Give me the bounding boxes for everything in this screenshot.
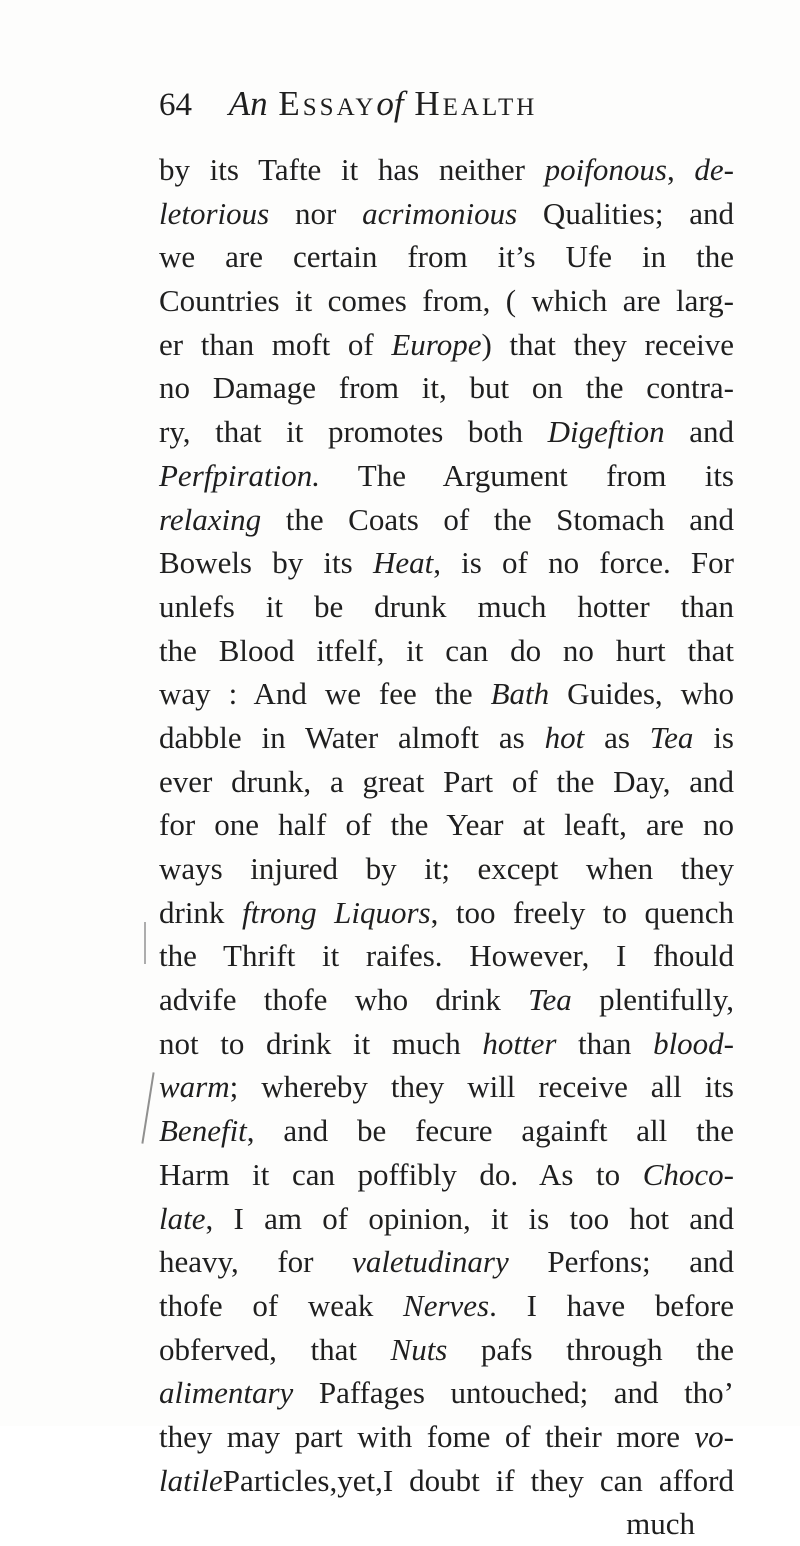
text-line: [159, 1415, 734, 1459]
text-segment: by its Tafte it has neither: [159, 152, 545, 187]
text-segment: , I am of opinion, it is too hot and: [205, 1200, 734, 1236]
italic-text: poifonous: [544, 152, 667, 187]
text-line: [159, 629, 734, 673]
text-line: [159, 847, 734, 891]
italic-text: de-: [694, 152, 734, 187]
text-line: [159, 279, 734, 323]
italic-text: Benefit: [159, 1113, 247, 1149]
italic-text: alimentary: [159, 1375, 294, 1411]
running-title-of: of: [376, 84, 404, 123]
text-segment: , is of no force. For: [433, 545, 734, 581]
text-segment: obferved, that: [159, 1331, 391, 1367]
italic-text: blood-: [653, 1025, 734, 1061]
text-line: [159, 672, 734, 716]
text-line: [159, 148, 734, 192]
text-segment: , and be fecure againft all the: [246, 1113, 734, 1149]
text-segment: drink: [159, 894, 242, 930]
text-segment: Particles,yet,I doubt if they can afford: [222, 1462, 734, 1498]
text-segment: way : And we fee the: [159, 676, 491, 712]
italic-text: Perfpiration.: [159, 457, 321, 493]
italic-text: latile: [159, 1462, 223, 1498]
margin-ink-mark: [144, 922, 146, 964]
text-segment: plentifully,: [571, 982, 734, 1018]
text-line: [159, 235, 734, 279]
text-segment: dabble in Water almoft as: [159, 719, 545, 755]
text-line: [159, 716, 734, 760]
text-line: [159, 410, 734, 454]
text-line: [159, 1328, 734, 1372]
running-header: [159, 84, 719, 134]
text-segment: Guides, who: [549, 676, 735, 712]
italic-text: Nerves: [403, 1287, 490, 1323]
text-line: [159, 323, 734, 367]
text-line: [159, 1371, 734, 1415]
italic-text: acrimonious: [362, 195, 518, 231]
italic-text: Tea: [649, 719, 694, 755]
text-segment: er than moft of: [159, 326, 392, 362]
running-title: [229, 84, 538, 124]
text-line: [159, 978, 734, 1022]
italic-text: relaxing: [159, 501, 262, 537]
italic-text: late: [159, 1200, 206, 1236]
body-text: [159, 148, 734, 1546]
text-segment: Bowels by its: [159, 545, 373, 581]
running-title-essay: Essay: [278, 84, 377, 123]
text-line: [159, 1109, 734, 1153]
italic-text: letorious: [159, 195, 270, 231]
italic-text: ftrong Liquors: [241, 894, 431, 930]
text-line: [159, 1284, 734, 1328]
text-segment: Harm it can poffibly do. As to: [159, 1156, 643, 1192]
italic-text: valetudinary: [352, 1244, 509, 1280]
text-segment: the Blood itfelf, it can do no hurt that: [159, 632, 734, 668]
italic-text: hotter: [482, 1025, 557, 1061]
text-line: [159, 1502, 734, 1546]
italic-text: warm: [159, 1069, 230, 1105]
text-segment: unlefs it be drunk much hotter than: [159, 588, 734, 624]
italic-text: Nuts: [390, 1331, 448, 1367]
text-segment: pafs through the: [447, 1331, 734, 1367]
text-segment: much: [626, 1506, 695, 1542]
text-line: [159, 498, 734, 542]
italic-text: Tea: [528, 982, 572, 1018]
text-segment: Perfons; and: [508, 1244, 734, 1280]
text-line: [159, 1153, 734, 1197]
text-line: [159, 1197, 734, 1241]
text-segment: no Damage from it, but on the contra-: [159, 370, 734, 406]
text-line: [159, 803, 734, 847]
text-line: [159, 1065, 734, 1109]
text-segment: ry, that it promotes both: [159, 414, 548, 450]
text-segment: the Thrift it raifes. However, I fhould: [159, 938, 734, 974]
text-segment: is: [693, 719, 734, 755]
text-segment: Paffages untouched; and tho’: [293, 1375, 734, 1411]
text-segment: and: [664, 414, 734, 450]
text-segment: heavy, for: [159, 1244, 353, 1280]
text-segment: nor: [269, 195, 363, 231]
text-segment: not to drink it much: [159, 1025, 483, 1061]
text-line: [159, 366, 734, 410]
italic-text: vo-: [694, 1418, 734, 1454]
text-segment: than: [556, 1025, 654, 1061]
text-line: [159, 585, 734, 629]
text-segment: we are certain from it’s Ufe in the: [159, 239, 734, 275]
running-title-health: Health: [414, 84, 538, 123]
text-segment: The Argument from its: [320, 457, 734, 493]
italic-text: Choco-: [642, 1156, 734, 1192]
text-segment: advife thofe who drink: [159, 982, 529, 1018]
text-line: [159, 1022, 734, 1066]
italic-text: Europe: [391, 326, 482, 362]
text-segment: as: [584, 719, 650, 755]
italic-text: Heat: [372, 545, 434, 581]
text-line: [159, 192, 734, 236]
text-segment: ever drunk, a great Part of the Day, and: [159, 763, 734, 799]
text-segment: Countries it comes from, ( which are larg-: [159, 283, 734, 319]
text-line: [159, 1240, 734, 1284]
italic-text: Bath: [490, 676, 550, 712]
text-line: [159, 891, 734, 935]
text-segment: , too freely to quench: [430, 894, 735, 930]
page-number: 64: [159, 87, 192, 123]
text-segment: ; whereby they will receive all its: [229, 1069, 734, 1105]
text-segment: ) that they receive: [481, 326, 735, 362]
text-segment: Qualities; and: [517, 195, 735, 231]
text-segment: the Coats of the Stomach and: [261, 501, 734, 537]
text-segment: thofe of weak: [159, 1287, 404, 1323]
running-title-an: An: [228, 84, 268, 123]
text-line: [159, 541, 734, 585]
text-segment: they may part with fome of their more: [159, 1418, 695, 1454]
text-line: [159, 454, 734, 498]
text-segment: . I have before: [489, 1287, 734, 1323]
text-line: [159, 934, 734, 978]
margin-ink-mark: [141, 1072, 154, 1143]
text-segment: ways injured by it; except when they: [159, 851, 734, 886]
text-segment: ,: [666, 152, 695, 187]
italic-text: Digeftion: [547, 414, 665, 450]
text-segment: for one half of the Year at leaft, are no: [159, 807, 734, 843]
text-line: [159, 760, 734, 804]
text-line: [159, 1459, 734, 1503]
italic-text: hot: [544, 719, 585, 755]
